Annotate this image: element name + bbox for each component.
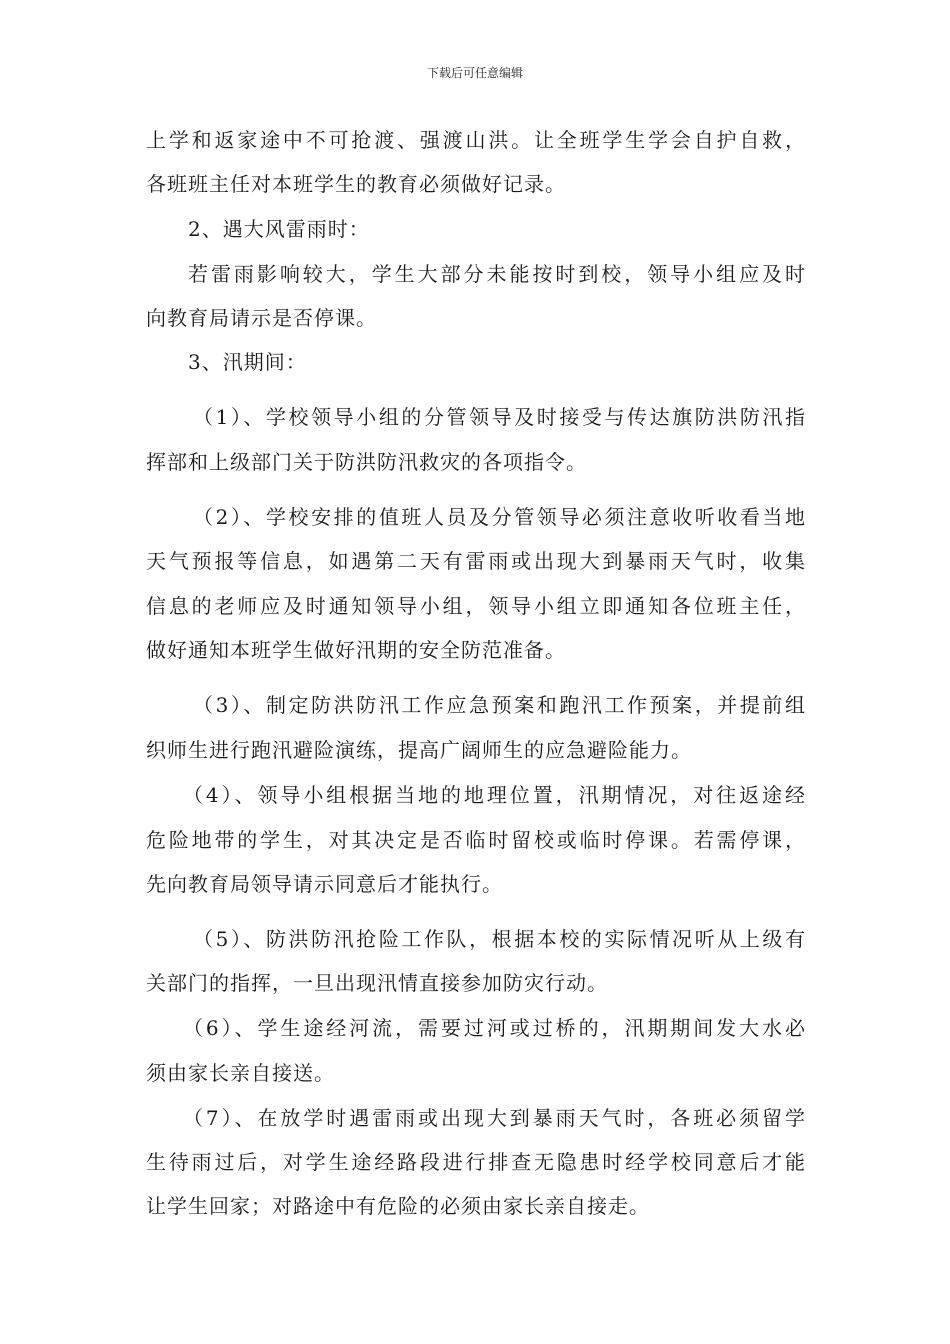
body-line: 危险地带的学生，对其决定是否临时留校或临时停课。若需停课，	[146, 828, 806, 852]
body-line: （2）、学校安排的值班人员及分管领导必须注意收听收看当地	[193, 505, 806, 529]
body-line: 天气预报等信息，如遇第二天有雷雨或出现大到暴雨天气时，收集	[146, 549, 806, 573]
body-line: 信息的老师应及时通知领导小组，领导小组立即通知各位班主任，	[146, 594, 806, 618]
body-line: 向教育局请示是否停课。	[146, 306, 377, 330]
section-heading: 3、汛期间：	[188, 350, 307, 374]
body-line: 上学和返家途中不可抢渡、强渡山洪。让全班学生学会自护自救，	[146, 128, 806, 152]
body-line: 做好通知本班学生做好汛期的安全防范准备。	[146, 638, 566, 662]
body-line: 须由家长亲自接送。	[146, 1061, 335, 1085]
body-line: （5）、防洪防汛抢险工作队，根据本校的实际情况听从上级有	[193, 927, 806, 951]
body-line: 让学生回家；对路途中有危险的必须由家长亲自接走。	[146, 1194, 650, 1218]
body-line: （3）、制定防洪防汛工作应急预案和跑汛工作预案，并提前组	[193, 693, 806, 717]
body-line: （6）、学生途经河流，需要过河或过桥的，汛期期间发大水必	[183, 1016, 806, 1040]
page-header: 下载后可任意编辑	[426, 66, 523, 80]
body-line: （7）、在放学时遇雷雨或出现大到暴雨天气时，各班必须留学	[183, 1106, 806, 1130]
body-line: 织师生进行跑汛避险演练，提高广阔师生的应急避险能力。	[146, 738, 692, 762]
body-line: （4）、领导小组根据当地的地理位置，汛期情况，对往返途经	[183, 783, 806, 807]
body-line: 生待雨过后，对学生途经路段进行排查无隐患时经学校同意后才能	[146, 1150, 806, 1174]
body-line: （1）、学校领导小组的分管领导及时接受与传达旗防洪防汛指	[193, 405, 806, 429]
section-heading: 2、遇大风雷雨时：	[188, 217, 370, 241]
body-line: 关部门的指挥，一旦出现汛情直接参加防灾行动。	[146, 971, 608, 995]
body-line: 若雷雨影响较大，学生大部分未能按时到校，领导小组应及时	[188, 262, 806, 286]
body-line: 挥部和上级部门关于防洪防汛救灾的各项指令。	[146, 450, 587, 474]
body-line: 先向教育局领导请示同意后才能执行。	[146, 872, 503, 896]
body-line: 各班班主任对本班学生的教育必须做好记录。	[146, 172, 566, 196]
